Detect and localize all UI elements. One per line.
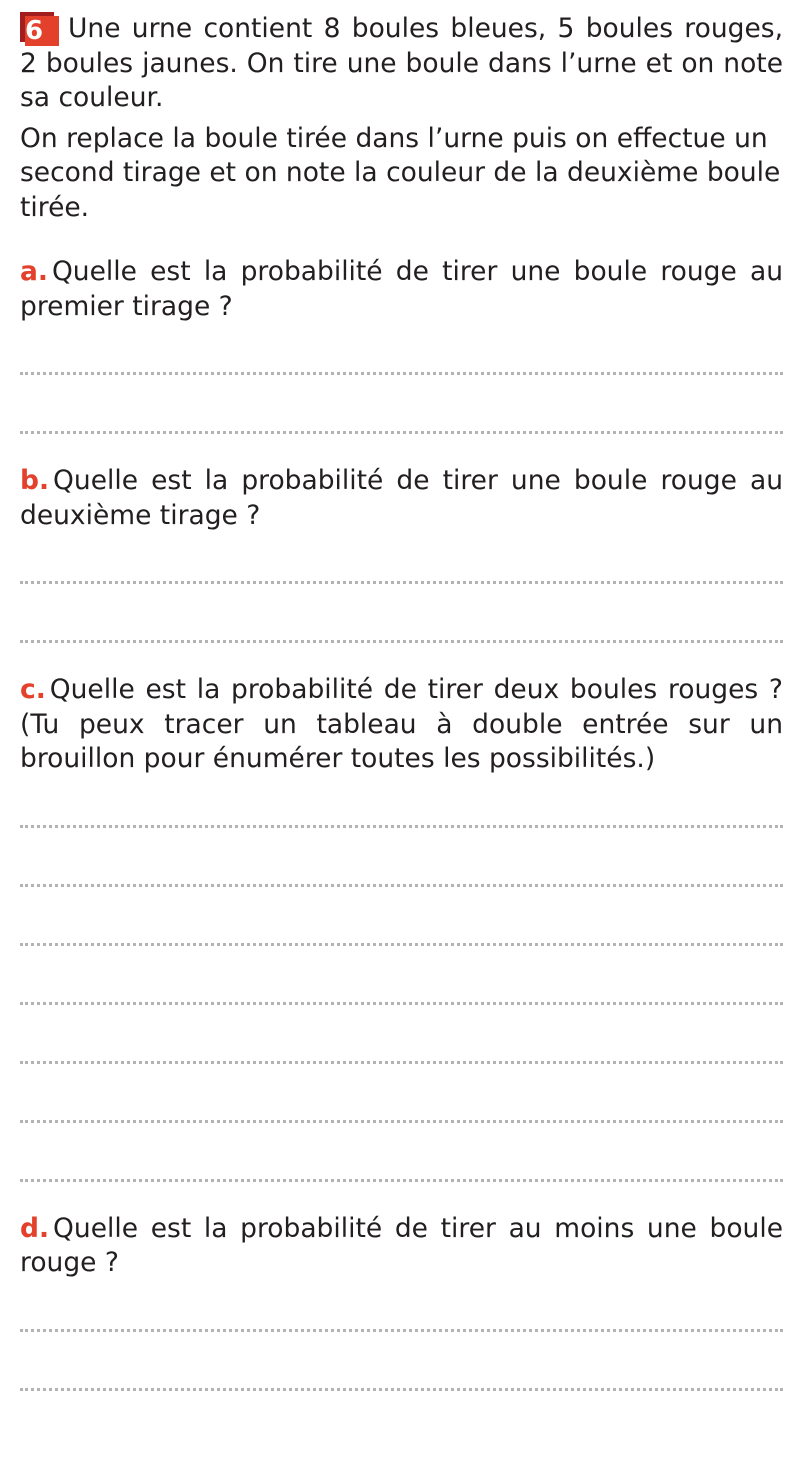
question-b-text — [20, 464, 783, 533]
answer-line[interactable] — [20, 1179, 783, 1182]
answer-line[interactable] — [20, 1002, 783, 1005]
intro-text-2: On replace la boule tirée dans l’urne puis on effectue un second tirage et on note la couleur de la deuxième boule tirée. — [20, 122, 781, 223]
question-c-text — [20, 673, 783, 777]
answer-lines-a — [20, 372, 783, 434]
answer-lines-b — [20, 581, 783, 643]
answer-line[interactable] — [20, 1388, 783, 1391]
answer-lines-d — [20, 1329, 783, 1391]
exercise-page — [20, 12, 783, 1391]
question-c — [20, 673, 783, 1182]
answer-line[interactable] — [20, 581, 783, 584]
answer-line[interactable] — [20, 1061, 783, 1064]
question-d — [20, 1212, 783, 1391]
exercise-intro-2 — [20, 122, 783, 226]
answer-lines-c — [20, 825, 783, 1182]
answer-line[interactable] — [20, 431, 783, 434]
exercise-number-badge — [20, 12, 60, 46]
answer-line[interactable] — [20, 640, 783, 643]
question-label: Quelle est la probabilité de tirer une boule rouge au premier tirage ? — [20, 256, 783, 322]
question-label: Quelle est la probabilité de tirer une boule rouge au deuxième tirage ? — [20, 465, 783, 531]
exercise-number: 6 — [25, 16, 59, 46]
answer-line[interactable] — [20, 1120, 783, 1123]
question-a — [20, 255, 783, 434]
question-letter: a. — [20, 256, 48, 287]
question-letter: d. — [20, 1212, 50, 1244]
question-label: Quelle est la probabilité de tirer deux boules rouges ? (Tu peux tracer un tableau à double entrée sur un brouillon pour énumérer toutes les possibilités.) — [20, 674, 783, 774]
question-b — [20, 464, 783, 643]
question-letter: c. — [20, 674, 46, 705]
question-a-text — [20, 255, 783, 324]
answer-line[interactable] — [20, 884, 783, 887]
question-letter: b. — [20, 465, 50, 496]
question-label: Quelle est la probabilité de tirer au moins une boule rouge ? — [20, 1212, 783, 1278]
intro-text-1: Une urne contient 8 boules bleues, 5 boules rouges, 2 boules jaunes. On tire une boule dans l’urne et on note sa couleur. — [20, 13, 783, 113]
answer-line[interactable] — [20, 825, 783, 828]
answer-line[interactable] — [20, 943, 783, 946]
answer-line[interactable] — [20, 1329, 783, 1332]
answer-line[interactable] — [20, 372, 783, 375]
question-d-text — [20, 1212, 783, 1281]
exercise-intro-1 — [20, 12, 783, 116]
